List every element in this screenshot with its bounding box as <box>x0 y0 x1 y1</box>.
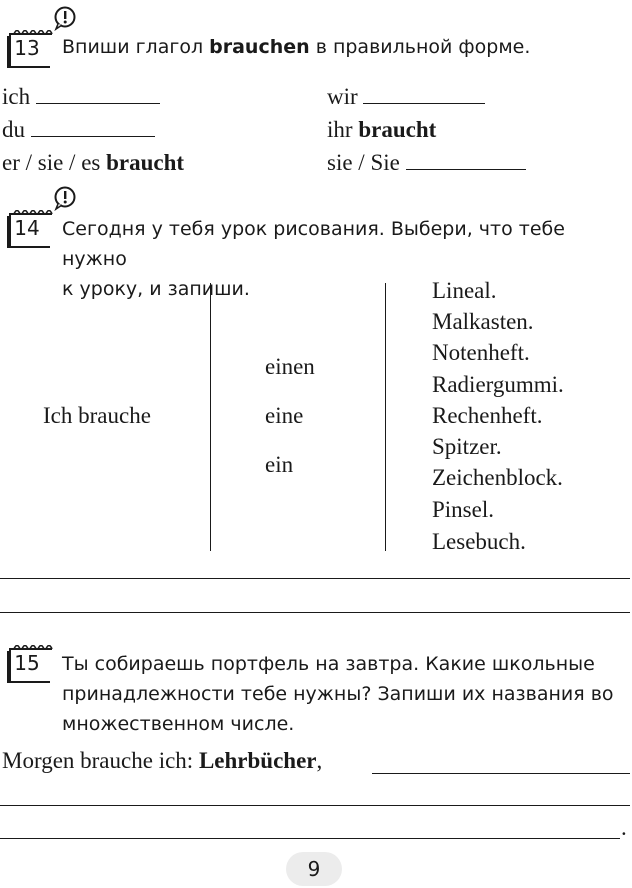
conj-row-er-sie-es: er / sie / es braucht <box>2 150 185 175</box>
noun-option: Radiergummi. <box>432 372 564 397</box>
exercise-15-instruction: Ты собираешь портфель на завтра. Какие школьные принадлежности тебе нужны? Запиши их названия во множественном числе. <box>62 653 614 735</box>
noun-option: Lineal. <box>432 278 497 303</box>
noun-option: Rechenheft. <box>432 403 543 428</box>
answer-blank[interactable] <box>31 136 155 137</box>
noun-option: Zeichenblock. <box>432 465 563 490</box>
noun-option: Malkasten. <box>432 309 534 334</box>
answer-blank[interactable] <box>363 103 485 104</box>
exercise-14-badge <box>0 210 52 244</box>
conj-row-du: du <box>2 117 155 143</box>
exercise-13-badge <box>0 30 52 64</box>
answer-blank[interactable] <box>406 169 526 170</box>
writing-line[interactable] <box>0 578 630 579</box>
column-divider <box>210 283 211 551</box>
noun-option: Lesebuch. <box>432 529 526 554</box>
exercise-number: 14 <box>14 216 40 240</box>
page-number: 9 <box>286 852 342 886</box>
end-period: . <box>621 815 627 840</box>
answer-prompt-line: Morgen brauche ich: Lehrbücher, <box>2 748 323 773</box>
conj-row-ich: ich <box>2 84 160 110</box>
article-option: ein <box>265 452 294 477</box>
article-option: eine <box>265 403 304 428</box>
conj-row-sie-Sie: sie / Sie <box>327 150 526 176</box>
writing-line[interactable] <box>0 838 620 839</box>
writing-line[interactable] <box>372 773 630 774</box>
exercise-number: 13 <box>14 36 40 60</box>
article-option: einen <box>265 354 315 379</box>
writing-line[interactable] <box>0 805 630 806</box>
exercise-13-instruction: Впиши глагол brauchen в правильной форме. <box>62 36 531 58</box>
column-divider <box>385 283 386 551</box>
attention-icon <box>53 185 77 211</box>
noun-option: Pinsel. <box>432 497 494 522</box>
exercise-number: 15 <box>14 651 40 675</box>
conj-row-wir: wir <box>327 84 485 110</box>
attention-icon <box>53 5 77 31</box>
exercise-15-badge <box>0 645 52 679</box>
conj-row-ihr: ihr braucht <box>327 117 437 142</box>
writing-line[interactable] <box>0 612 630 613</box>
noun-option: Spitzer. <box>432 434 502 459</box>
subject-phrase: Ich brauche <box>43 403 151 428</box>
answer-blank[interactable] <box>36 103 160 104</box>
noun-option: Notenheft. <box>432 340 530 365</box>
exercise-14-instruction: Сегодня у тебя урок рисования. Выбери, что тебе нужно к уроку, и запиши. <box>62 218 565 300</box>
